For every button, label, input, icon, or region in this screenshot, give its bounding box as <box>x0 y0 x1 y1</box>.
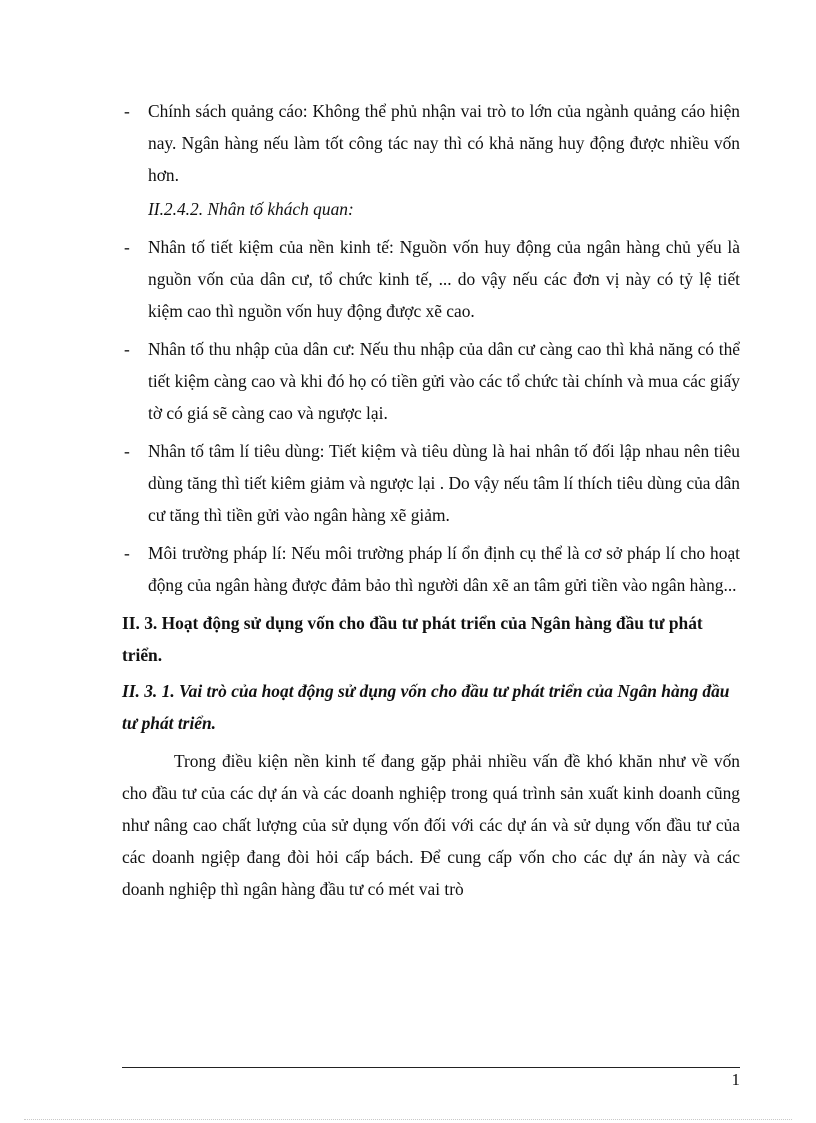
bullet-advertising-policy <box>122 95 740 191</box>
bullet-legal-environment <box>122 537 740 601</box>
body-paragraph: Trong điều kiện nền kinh tế đang gặp phải nhiều vấn đề khó khăn như về vốn cho đầu tư của các dự án và các doanh nghiệp trong quá trình sản xuất kinh doanh cũng như nâng cao chất lượng của sử dụng vốn đối với các dự án và sử dụng vốn đầu tư của các doanh ngiệp đang đòi hỏi cấp bách. Để cung cấp vốn cho các dự án này và các doanh nghiệp thì ngân hàng đầu tư có mét vai trò <box>122 751 740 899</box>
bullet-consumption-factor <box>122 435 740 531</box>
bullet-income-factor <box>122 333 740 429</box>
bullet-text: Nhân tố thu nhập của dân cư: Nếu thu nhập của dân cư càng cao thì khả năng có thể tiết kiệm càng cao và khi đó họ có tiền gửi vào các tổ chức tài chính và mua các giấy tờ có giá sẽ càng cao và ngược lại. <box>148 339 740 423</box>
bullet-text: Nhân tố tâm lí tiêu dùng: Tiết kiệm và tiêu dùng là hai nhân tố đối lập nhau nên tiêu dùng tăng thì tiết kiêm giảm và ngược lại . Do vậy nếu tâm lí thích tiêu dùng của dân cư tăng thì tiền gửi vào ngân hàng xẽ giảm. <box>148 441 740 525</box>
bullet-dash: - <box>124 543 130 563</box>
page-bottom-edge <box>24 1119 792 1120</box>
subheading-objective-factors: II.2.4.2. Nhân tố khách quan: <box>148 199 354 219</box>
section-heading: II. 3. Hoạt động sử dụng vốn cho đầu tư phát triển của Ngân hàng đầu tư phát triển. <box>122 613 703 665</box>
footer-divider <box>122 1067 740 1068</box>
bullet-dash: - <box>124 339 130 359</box>
subsection-heading: II. 3. 1. Vai trò của hoạt động sử dụng vốn cho đầu tư phát triển của Ngân hàng đầu tư phát triển. <box>122 681 730 733</box>
bullet-dash: - <box>124 237 130 257</box>
bullet-text: Môi trường pháp lí: Nếu môi trường pháp lí ổn định cụ thể là cơ sở pháp lí cho hoạt động của ngân hàng được đảm bảo thì người dân xẽ an tâm gửi tiền vào ngân hàng... <box>148 543 740 595</box>
bullet-text: Nhân tố tiết kiệm của nền kinh tế: Nguồn vốn huy động của ngân hàng chủ yếu là nguồn vốn của dân cư, tổ chức kinh tế, ... do vậy nếu các đơn vị này có tỷ lệ tiết kiệm cao thì nguồn vốn huy động được xẽ cao. <box>148 237 740 321</box>
page-number: 1 <box>731 1070 740 1089</box>
bullet-text: Chính sách quảng cáo: Không thể phủ nhận vai trò to lớn của ngành quảng cáo hiện nay. Ngân hàng nếu làm tốt công tác nay thì có khả năng huy động được nhiều vốn hơn. <box>148 101 740 185</box>
bullet-dash: - <box>124 441 130 461</box>
bullet-savings-factor <box>122 231 740 327</box>
page-content <box>122 95 740 905</box>
bullet-dash: - <box>124 101 130 121</box>
